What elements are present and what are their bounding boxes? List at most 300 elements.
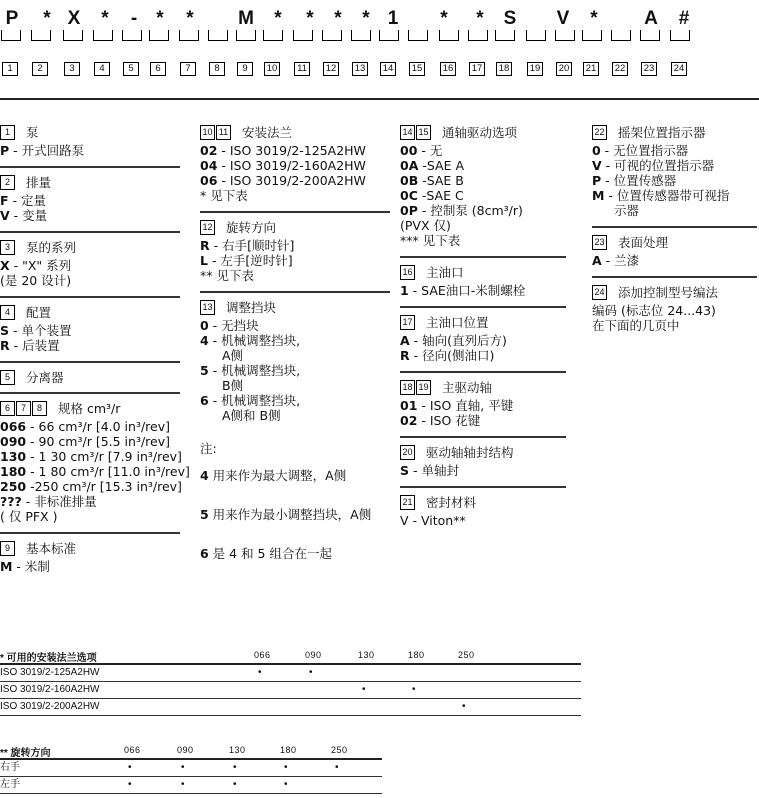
option-code: 0: [592, 143, 601, 158]
option-line: [200, 408, 390, 423]
code-char-6: *: [156, 8, 164, 29]
section-title: 分离器: [26, 370, 64, 385]
option-line: [0, 193, 180, 208]
code-bracket: [93, 30, 113, 41]
code-char-14: *: [440, 8, 448, 29]
section-number-box: 15: [416, 125, 431, 140]
option-line: [0, 449, 180, 464]
option-line: [400, 188, 566, 203]
table-row: [0, 665, 581, 682]
option-text: - 可视的位置指示器: [601, 158, 715, 173]
option-text: - 开式回路泵: [9, 143, 85, 158]
code-char-20: #: [678, 8, 690, 29]
availability-dot: •: [309, 667, 313, 678]
code-bracket: [63, 30, 83, 41]
note-text: 用来作为最大调整，A侧: [208, 468, 347, 483]
option-code: 066: [0, 419, 27, 434]
option-code: 130: [0, 449, 27, 464]
code-bracket: [122, 30, 142, 41]
option-text: - 位置传感器: [601, 173, 677, 188]
column-4: [592, 118, 757, 333]
table-row: [0, 682, 581, 699]
option-line: [592, 303, 757, 318]
option-code: 6: [200, 393, 209, 408]
code-char-8: M: [238, 8, 254, 29]
table-row: [0, 777, 382, 794]
option-line: [400, 158, 566, 173]
code-position-14: 14: [380, 62, 396, 76]
code-bracket: [495, 30, 515, 41]
option-text: - "X" 系列: [9, 258, 72, 273]
option-text: (PVX 仅): [400, 218, 451, 233]
section-number-box: 20: [400, 445, 415, 460]
option-text: - ISO 花键: [417, 413, 481, 428]
option-line: [400, 413, 566, 428]
note-line: [200, 507, 390, 522]
code-char-13: 1: [387, 8, 399, 29]
code-position-21: 21: [583, 62, 599, 76]
section-number-box: 19: [416, 380, 431, 395]
section-header: [592, 284, 757, 301]
option-text: - 控制泵 (8cm³/r): [417, 203, 523, 218]
section-title: 泵: [26, 125, 39, 140]
section-number-box: 8: [32, 401, 47, 416]
code-bracket: [322, 30, 342, 41]
section-number-box: 24: [592, 285, 607, 300]
section-number-box: 16: [400, 265, 415, 280]
option-text: - 单个装置: [9, 323, 72, 338]
section-header: [592, 234, 757, 251]
option-code: 00: [400, 143, 418, 158]
notes-label: 注:: [200, 441, 217, 456]
option-code: M: [0, 559, 13, 574]
option-code: 06: [200, 173, 218, 188]
option-line: [0, 258, 180, 273]
option-line: [200, 363, 390, 378]
code-char-18: *: [590, 8, 598, 29]
table-header: [0, 744, 382, 758]
rotation-direction-table: [0, 744, 382, 794]
option-line: [592, 143, 757, 158]
code-char-10: *: [306, 8, 314, 29]
code-bracket: [439, 30, 459, 41]
column-header: 130: [358, 650, 375, 660]
section-divider: [400, 436, 566, 438]
code-bracket: [293, 30, 313, 41]
option-text: - 1 30 cm³/r [7.9 in³/rev]: [26, 449, 182, 464]
option-text: - 右手[顺时针]: [209, 238, 295, 253]
code-bracket: [179, 30, 199, 41]
section-number-box: 1: [0, 125, 15, 140]
section-number-box: 4: [0, 305, 15, 320]
section-header: [0, 369, 180, 386]
option-line: [592, 158, 757, 173]
option-text: - 定量: [8, 193, 47, 208]
code-char-16: S: [503, 8, 517, 29]
option-text: - 无位置指示器: [600, 143, 689, 158]
option-line: [200, 268, 390, 283]
option-code: ???: [0, 494, 22, 509]
option-text: - 无挡块: [208, 318, 259, 333]
code-char-19: A: [644, 8, 658, 29]
section-number-box: 5: [0, 370, 15, 385]
section-title: 通轴驱动选项: [442, 125, 518, 140]
code-char-11: *: [334, 8, 342, 29]
option-code: S: [400, 463, 410, 478]
section-title: 旋转方向: [226, 220, 277, 235]
code-char-4: *: [101, 8, 109, 29]
option-line: [592, 173, 757, 188]
section-divider: [0, 166, 180, 168]
code-char-2: *: [43, 8, 51, 29]
availability-dot: •: [258, 667, 262, 678]
option-code: V: [0, 208, 10, 223]
option-code: S: [0, 323, 10, 338]
section-divider: [592, 276, 757, 278]
option-line: [400, 398, 566, 413]
section-title: 密封材料: [426, 495, 477, 510]
option-text: 编码 (标志位 24...43): [592, 303, 716, 318]
section-header: [0, 239, 180, 256]
option-code: A: [400, 333, 410, 348]
code-bracket: [468, 30, 488, 41]
option-line: [400, 143, 566, 158]
availability-dot: •: [335, 762, 339, 773]
option-line: [400, 218, 566, 233]
option-text: - 位置传感器带可视指: [604, 188, 730, 203]
option-line: [200, 378, 390, 393]
option-text: - 单轴封: [409, 463, 459, 478]
option-line: [400, 173, 566, 188]
section-divider: [200, 291, 390, 293]
option-text: - 后装置: [9, 338, 60, 353]
code-bracket: [582, 30, 602, 41]
code-position-12: 12: [323, 62, 339, 76]
section-header: [400, 124, 566, 141]
section-number-box: 13: [200, 300, 215, 315]
option-line: [200, 238, 390, 253]
option-line: [200, 143, 390, 158]
option-code: 250: [0, 479, 27, 494]
code-bracket: [670, 30, 690, 41]
option-text: A侧: [222, 348, 244, 363]
code-bracket: [149, 30, 169, 41]
code-char-12: *: [362, 8, 370, 29]
note-text: 用来作为最小调整挡块，A侧: [208, 507, 372, 522]
option-text: B侧: [222, 378, 244, 393]
option-line: [0, 338, 180, 353]
option-code: R: [0, 338, 10, 353]
column-header: 066: [124, 745, 141, 755]
option-text: - 90 cm³/r [5.5 in³/rev]: [26, 434, 170, 449]
option-text: - 非标准排量: [21, 494, 97, 509]
option-text: -SAE A: [418, 158, 464, 173]
code-bracket: [31, 30, 51, 41]
option-line: [400, 233, 566, 248]
option-line: [0, 464, 190, 479]
section-divider: [0, 392, 180, 394]
option-code: 02: [200, 143, 218, 158]
section-divider: [400, 486, 566, 488]
option-line: [400, 348, 566, 363]
option-line: [0, 509, 180, 524]
code-bracket: [351, 30, 371, 41]
section-title: 调整挡块: [226, 300, 277, 315]
option-code: L: [200, 253, 208, 268]
option-line: [200, 253, 390, 268]
section-header: [0, 124, 180, 141]
option-line: [0, 559, 180, 574]
code-bracket: [263, 30, 283, 41]
option-text: -SAE C: [417, 188, 464, 203]
code-char-5: -: [130, 8, 138, 29]
row-label: ISO 3019/2-125A2HW: [0, 667, 100, 678]
section-title: 配置: [26, 305, 52, 320]
option-line: [400, 333, 566, 348]
note-code: 4: [200, 468, 209, 483]
note-text: 是 4 和 5 组合在一起: [208, 546, 332, 561]
note-line: [200, 546, 390, 561]
option-code: F: [0, 193, 9, 208]
availability-dot: •: [181, 779, 185, 790]
option-text: - 机械调整挡块,: [208, 333, 301, 348]
note-code: 6: [200, 546, 209, 561]
option-text: -SAE B: [418, 173, 464, 188]
option-line: [0, 143, 180, 158]
option-text: * 见下表: [200, 188, 248, 203]
option-line: [400, 513, 566, 528]
option-text: - ISO 3019/2-160A2HW: [217, 158, 366, 173]
code-position-17: 17: [469, 62, 485, 76]
option-code: M: [592, 188, 605, 203]
code-position-3: 3: [64, 62, 80, 76]
section-number-box: 9: [0, 541, 15, 556]
option-code: 4: [200, 333, 209, 348]
code-position-22: 22: [612, 62, 628, 76]
option-line: [200, 348, 390, 363]
code-position-10: 10: [264, 62, 280, 76]
option-text: - 机械调整挡块,: [208, 363, 301, 378]
section-number-box: 3: [0, 240, 15, 255]
availability-dot: •: [233, 779, 237, 790]
code-char-3: X: [67, 8, 81, 29]
option-line: [400, 283, 566, 298]
code-position-5: 5: [123, 62, 139, 76]
code-char-1: P: [5, 8, 19, 29]
option-text: - 米制: [12, 559, 50, 574]
option-line: [200, 393, 390, 408]
code-position-11: 11: [294, 62, 310, 76]
row-label: ISO 3019/2-200A2HW: [0, 701, 100, 712]
code-position-16: 16: [440, 62, 456, 76]
section-title: 添加控制型号编法: [618, 285, 719, 300]
column-header: 180: [408, 650, 425, 660]
section-number-box: 22: [592, 125, 607, 140]
section-number-box: 23: [592, 235, 607, 250]
option-line: [200, 318, 390, 333]
option-code: 0B: [400, 173, 419, 188]
option-line: [400, 463, 566, 478]
table-row: [0, 699, 581, 716]
section-divider: [0, 532, 180, 534]
code-position-23: 23: [641, 62, 657, 76]
option-text: - SAE油口-米制螺栓: [408, 283, 526, 298]
option-text: - ISO 3019/2-200A2HW: [217, 173, 366, 188]
code-bracket: [611, 30, 631, 41]
row-label: 左手: [0, 779, 20, 790]
note-code: 5: [200, 507, 209, 522]
option-text: 示器: [614, 203, 640, 218]
column-header: 090: [305, 650, 322, 660]
table-header: [0, 649, 581, 663]
option-text: - 1 80 cm³/r [11.0 in³/rev]: [26, 464, 190, 479]
availability-dot: •: [128, 779, 132, 790]
section-header: [200, 124, 390, 141]
code-position-6: 6: [150, 62, 166, 76]
option-code: P: [0, 143, 10, 158]
section-divider: [400, 306, 566, 308]
option-line: [200, 333, 390, 348]
code-bracket: [555, 30, 575, 41]
availability-dot: •: [233, 762, 237, 773]
option-line: [0, 323, 180, 338]
option-text: V - Viton**: [400, 513, 466, 528]
code-position-1: 1: [2, 62, 18, 76]
section-number-box: 2: [0, 175, 15, 190]
option-code: 0C: [400, 188, 418, 203]
option-code: 0P: [400, 203, 418, 218]
option-code: 02: [400, 413, 418, 428]
section-title: 摇架位置指示器: [618, 125, 706, 140]
note-line: [200, 468, 390, 483]
section-title: 泵的系列: [26, 240, 77, 255]
section-title: 主油口: [426, 265, 464, 280]
section-number-box: 10: [200, 125, 215, 140]
code-position-15: 15: [409, 62, 425, 76]
code-position-4: 4: [94, 62, 110, 76]
option-text: ** 见下表: [200, 268, 254, 283]
table-row: [0, 760, 382, 777]
option-line: [0, 494, 180, 509]
section-header: [400, 314, 566, 331]
section-number-box: 6: [0, 401, 15, 416]
code-position-13: 13: [352, 62, 368, 76]
column-header: 250: [458, 650, 475, 660]
section-header: [400, 444, 566, 461]
option-line: [0, 208, 180, 223]
section-title: 驱动轴轴封结构: [426, 445, 514, 460]
section-header: [0, 174, 180, 191]
section-header: [400, 379, 566, 396]
option-code: P: [592, 173, 602, 188]
table-title: * 可用的安装法兰选项: [0, 653, 97, 664]
section-title: 主油口位置: [426, 315, 489, 330]
option-text: - ISO 直轴, 平键: [417, 398, 514, 413]
table-title: ** 旋转方向: [0, 748, 51, 759]
code-char-7: *: [186, 8, 194, 29]
option-code: 180: [0, 464, 27, 479]
code-position-7: 7: [180, 62, 196, 76]
section-number-box: 18: [400, 380, 415, 395]
code-position-8: 8: [209, 62, 225, 76]
availability-dot: •: [284, 779, 288, 790]
column-2: [200, 118, 390, 561]
option-line: [400, 203, 566, 218]
section-number-box: 21: [400, 495, 415, 510]
option-code: 5: [200, 363, 209, 378]
section-number-box: 17: [400, 315, 415, 330]
option-code: A: [592, 253, 602, 268]
section-header: [0, 304, 180, 321]
option-text: - 无: [417, 143, 443, 158]
option-text: *** 见下表: [400, 233, 461, 248]
section-title: 安装法兰: [242, 125, 293, 140]
option-text: - 径向(侧油口): [409, 348, 495, 363]
availability-dot: •: [128, 762, 132, 773]
section-divider: [592, 226, 757, 228]
option-line: [592, 318, 757, 333]
section-divider: [400, 256, 566, 258]
option-line: [592, 203, 757, 218]
option-text: -250 cm³/r [15.3 in³/rev]: [26, 479, 182, 494]
option-text: - 变量: [9, 208, 48, 223]
section-divider: [400, 371, 566, 373]
code-position-19: 19: [527, 62, 543, 76]
option-line: [200, 173, 390, 188]
column-3: [400, 118, 566, 528]
column-header: 130: [229, 745, 246, 755]
option-code: R: [400, 348, 410, 363]
option-line: [592, 188, 757, 203]
availability-dot: •: [462, 701, 466, 712]
option-code: 01: [400, 398, 418, 413]
code-bracket: [526, 30, 546, 41]
option-line: [0, 419, 180, 434]
option-text: - ISO 3019/2-125A2HW: [217, 143, 366, 158]
option-line: [0, 273, 180, 288]
code-position-9: 9: [237, 62, 253, 76]
section-title: 排量: [26, 175, 52, 190]
section-title: 主驱动轴: [442, 380, 493, 395]
code-bracket: [640, 30, 660, 41]
section-title: 表面处理: [618, 235, 669, 250]
section-divider: [0, 296, 180, 298]
option-code: 0A: [400, 158, 419, 173]
option-code: X: [0, 258, 10, 273]
option-text: - 机械调整挡块,: [208, 393, 301, 408]
column-header: 250: [331, 745, 348, 755]
row-label: 右手: [0, 762, 20, 773]
section-divider: [0, 231, 180, 233]
option-code: 04: [200, 158, 218, 173]
section-header: [0, 540, 180, 557]
section-header: [400, 264, 566, 281]
option-line: [200, 158, 390, 173]
option-text: (是 20 设计): [0, 273, 72, 288]
column-header: 180: [280, 745, 297, 755]
option-code: 0: [200, 318, 209, 333]
row-label: ISO 3019/2-160A2HW: [0, 684, 100, 695]
option-text: - 66 cm³/r [4.0 in³/rev]: [26, 419, 170, 434]
option-text: A侧和 B侧: [222, 408, 281, 423]
code-position-18: 18: [496, 62, 512, 76]
code-bracket: [379, 30, 399, 41]
top-divider: [0, 98, 759, 100]
option-text: 在下面的几页中: [592, 318, 680, 333]
section-header: [0, 400, 180, 417]
option-code: R: [200, 238, 210, 253]
code-char-15: *: [476, 8, 484, 29]
